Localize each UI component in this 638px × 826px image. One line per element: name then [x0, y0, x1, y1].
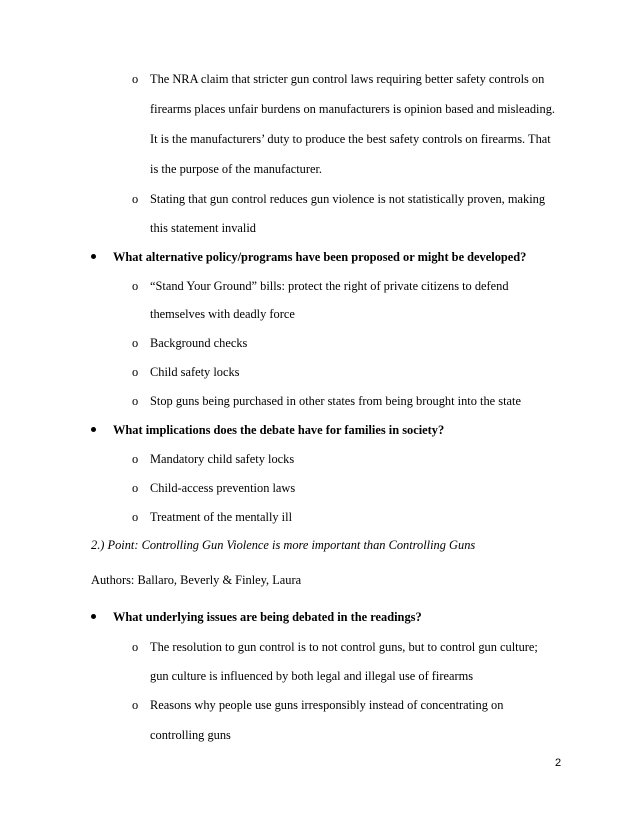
- sub-bullet-marker: o: [132, 452, 139, 466]
- text-line: The NRA claim that stricter gun control laws requiring better safety controls on: [150, 72, 545, 86]
- sub-bullet-marker: o: [132, 365, 139, 379]
- sub-bullet-marker: o: [132, 394, 139, 408]
- text-line: The resolution to gun control is to not control guns, but to control gun culture;: [150, 640, 538, 654]
- text-line: Child-access prevention laws: [150, 481, 296, 495]
- section-heading: 2.) Point: Controlling Gun Violence is more important than Controlling Guns: [91, 538, 476, 552]
- text-line: is the purpose of the manufacturer.: [150, 162, 323, 176]
- sub-bullet-marker: o: [132, 481, 139, 495]
- sub-bullet-marker: o: [132, 336, 139, 350]
- question-heading: What implications does the debate have for families in society?: [113, 423, 445, 437]
- authors-line: Authors: Ballaro, Beverly & Finley, Laura: [91, 573, 302, 587]
- bullet-dot: [91, 427, 96, 432]
- question-heading: What alternative policy/programs have been proposed or might be developed?: [113, 250, 527, 264]
- text-line: Stop guns being purchased in other states from being brought into the state: [150, 394, 521, 408]
- sub-bullet-marker: o: [132, 510, 139, 524]
- sub-bullet-marker: o: [132, 192, 139, 206]
- text-line: themselves with deadly force: [150, 307, 295, 321]
- text-line: controlling guns: [150, 728, 231, 742]
- sub-bullet-marker: o: [132, 279, 139, 293]
- text-line: “Stand Your Ground” bills: protect the right of private citizens to defend: [150, 279, 509, 293]
- sub-bullet-marker: o: [132, 640, 139, 654]
- text-line: Stating that gun control reduces gun violence is not statistically proven, making: [150, 192, 546, 206]
- sub-bullet-marker: o: [132, 698, 139, 712]
- text-line: firearms places unfair burdens on manufacturers is opinion based and misleading.: [150, 102, 555, 116]
- text-line: this statement invalid: [150, 221, 256, 235]
- bullet-dot: [91, 254, 96, 259]
- question-heading: What underlying issues are being debated in the readings?: [113, 610, 422, 624]
- bullet-dot: [91, 614, 96, 619]
- page-number: 2: [555, 757, 562, 769]
- text-line: Mandatory child safety locks: [150, 452, 295, 466]
- sub-bullet-marker: o: [132, 72, 139, 86]
- text-line: Treatment of the mentally ill: [150, 510, 293, 524]
- text-line: Reasons why people use guns irresponsibly instead of concentrating on: [150, 698, 504, 712]
- text-line: It is the manufacturers’ duty to produce the best safety controls on firearms. That: [150, 132, 551, 146]
- text-line: gun culture is influenced by both legal and illegal use of firearms: [150, 669, 474, 683]
- text-line: Background checks: [150, 336, 248, 350]
- text-line: Child safety locks: [150, 365, 240, 379]
